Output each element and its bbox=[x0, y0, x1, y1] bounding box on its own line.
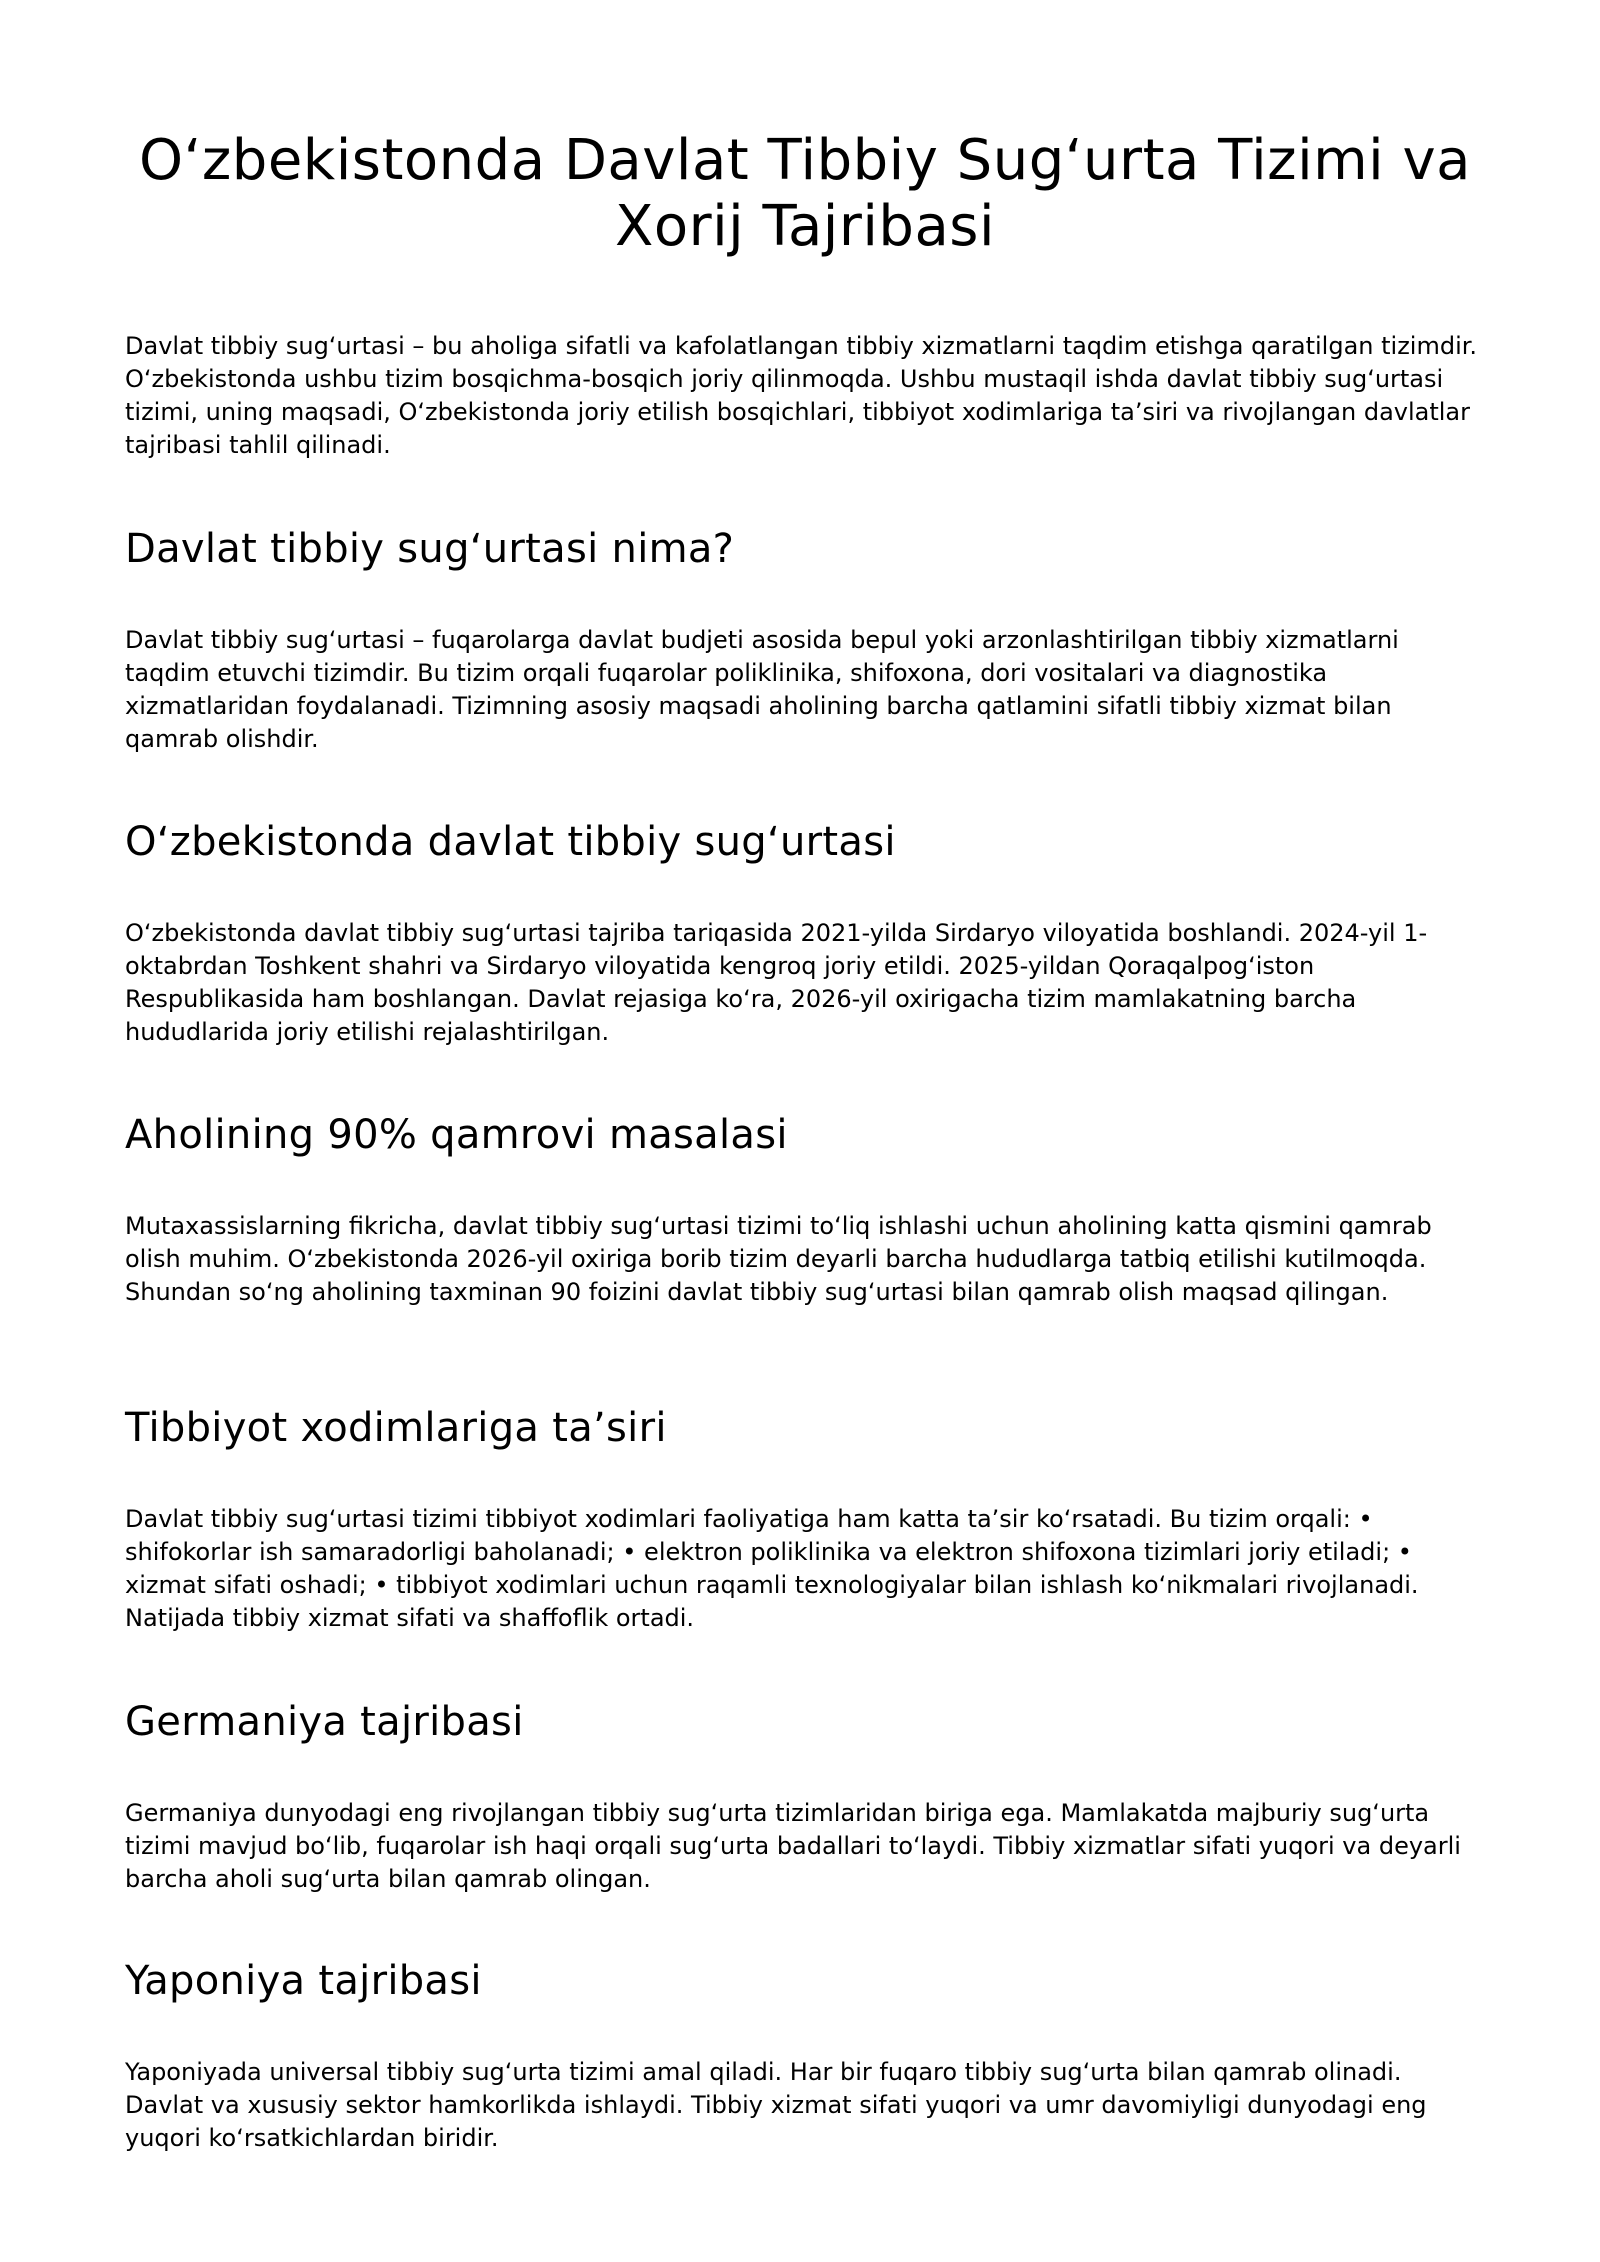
section-paragraph: Davlat tibbiy sug‘urtasi tizimi tibbiyot xodimlari faoliyatiga ham katta ta’sir ko‘rsatadi. Bu tizim orqali: • shifokorlar ish samaradorligi baholanadi; • elektron poliklinika va elektron shifoxona tizimlari joriy etiladi; • xizmat sifati oshadi; • tibbiyot xodimlari uchun raqamli texnologiyalar bilan ishlash ko‘nikmalari rivojlanadi. Natijada tibbiy xizmat sifati va shaffoflik ortadi. bbox=[125, 1505, 1419, 1632]
document-title: O‘zbekistonda Davlat Tibbiy Sug‘urta Tizimi va Xorij Tajribasi bbox=[139, 128, 1471, 259]
section-coverage-90 bbox=[125, 1110, 1485, 1309]
section-paragraph: Davlat tibbiy sug‘urtasi – fuqarolarga davlat budjeti asosida bepul yoki arzonlashtirilgan tibbiy xizmatlarni taqdim etuvchi tizimdir. Bu tizim orqali fuqarolar poliklinika, shifoxona, dori vositalari va diagnostika xizmatlaridan foydalanadi. Tizimning asosiy maqsadi aholining barcha qatlamini sifatli tibbiy xizmat bilan qamrab olishdir. bbox=[125, 626, 1399, 753]
section-paragraph: Germaniya dunyodagi eng rivojlangan tibbiy sug‘urta tizimlaridan biriga ega. Mamlakatda majburiy sug‘urta tizimi mavjud bo‘lib, fuqarolar ish haqi orqali sug‘urta badallari to‘laydi. Tibbiy xizmatlar sifati yuqori va deyarli barcha aholi sug‘urta bilan qamrab olingan. bbox=[125, 1799, 1461, 1893]
section-japan-experience bbox=[125, 1956, 1485, 2155]
intro-paragraph: Davlat tibbiy sug‘urtasi – bu aholiga sifatli va kafolatlangan tibbiy xizmatlarni taqdim etishga qaratilgan tizimdir. O‘zbekistonda ushbu tizim bosqichma-bosqich joriy qilinmoqda. Ushbu mustaqil ishda davlat tibbiy sug‘urtasi tizimi, uning maqsadi, O‘zbekistonda joriy etilish bosqichlari, tibbiyot xodimlariga ta’siri va rivojlangan davlatlar tajribasi tahlil qilinadi. bbox=[125, 332, 1478, 459]
section-heading: O‘zbekistonda davlat tibbiy sug‘urtasi bbox=[125, 819, 896, 865]
section-heading: Aholining 90% qamrovi masalasi bbox=[125, 1112, 788, 1158]
section-paragraph: Yaponiyada universal tibbiy sug‘urta tizimi amal qiladi. Har bir fuqaro tibbiy sug‘urta bilan qamrab olinadi. Davlat va xususiy sektor hamkorlikda ishlaydi. Tibbiy xizmat sifati yuqori va umr davomiyligi dunyodagi eng yuqori ko‘rsatkichlardan biridir. bbox=[125, 2058, 1427, 2152]
section-germany-experience bbox=[125, 1697, 1485, 1896]
section-heading: Germaniya tajribasi bbox=[125, 1699, 524, 1745]
section-heading: Tibbiyot xodimlariga ta’siri bbox=[125, 1405, 667, 1451]
section-what-is-insurance bbox=[125, 524, 1485, 756]
section-heading: Davlat tibbiy sug‘urtasi nima? bbox=[125, 526, 735, 572]
section-medical-staff-impact bbox=[125, 1403, 1485, 1635]
section-paragraph: Mutaxassislarning fikricha, davlat tibbiy sug‘urtasi tizimi to‘liq ishlashi uchun aholining katta qismini qamrab olish muhim. O‘zbekistonda 2026-yil oxiriga borib tizim deyarli barcha hududlarga tatbiq etilishi kutilmoqda. Shundan so‘ng aholining taxminan 90 foizini davlat tibbiy sug‘urtasi bilan qamrab olish maqsad qilingan. bbox=[125, 1212, 1432, 1306]
section-uzbekistan-insurance bbox=[125, 817, 1485, 1049]
section-paragraph: O‘zbekistonda davlat tibbiy sug‘urtasi tajriba tariqasida 2021-yilda Sirdaryo viloyatida boshlandi. 2024-yil 1-oktabrdan Toshkent shahri va Sirdaryo viloyatida kengroq joriy etildi. 2025-yildan Qoraqalpog‘iston Respublikasida ham boshlangan. Davlat rejasiga ko‘ra, 2026-yil oxirigacha tizim mamlakatning barcha hududlarida joriy etilishi rejalashtirilgan. bbox=[125, 919, 1428, 1046]
section-heading: Yaponiya tajribasi bbox=[125, 1958, 482, 2004]
